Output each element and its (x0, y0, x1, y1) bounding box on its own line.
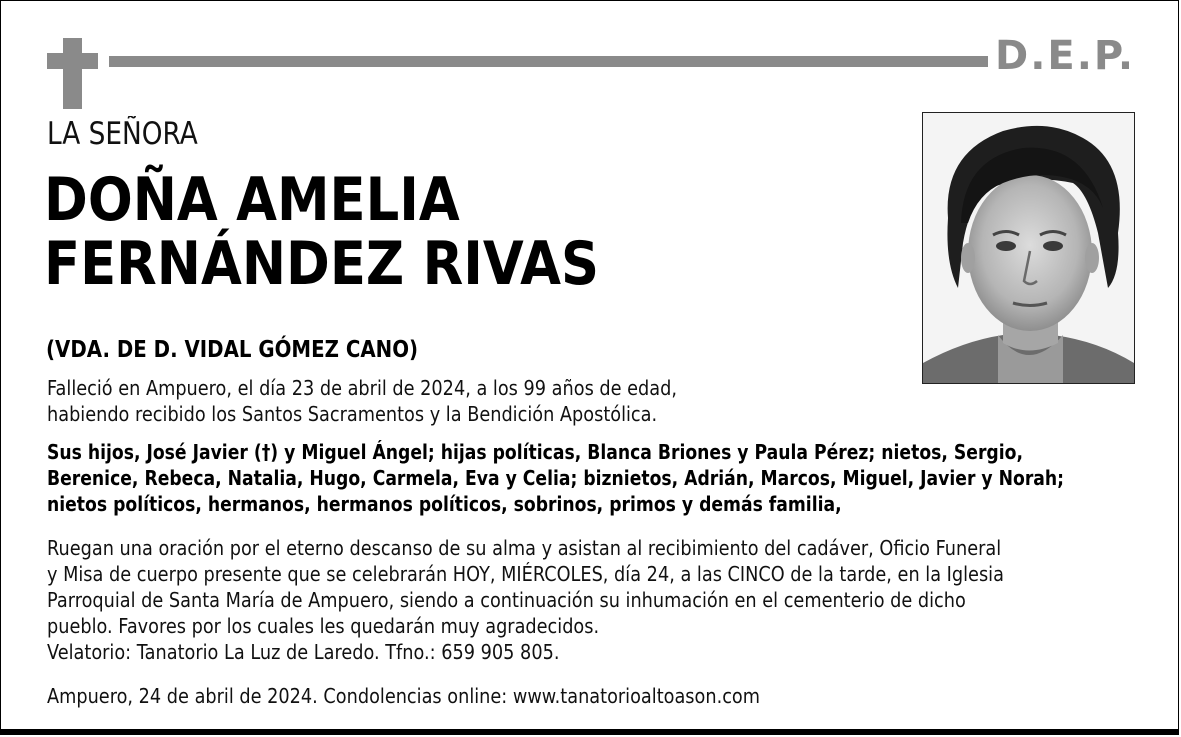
cross-icon-bar (47, 53, 98, 69)
request-line: pueblo. Favores por los cuales les quedarán muy agradecidos. (47, 614, 600, 638)
deceased-name (44, 165, 600, 299)
service-request (47, 535, 1004, 665)
family-list (47, 439, 1064, 517)
family-line: Berenice, Rebeca, Natalia, Hugo, Carmela, Eva y Celia; biznietos, Adrián, Marcos, Miguel, Javier y Norah; (47, 466, 1065, 490)
name-line-2: FERNÁNDEZ RIVAS (44, 229, 600, 299)
cross-icon (63, 38, 82, 109)
request-line: y Misa de cuerpo presente que se celebrarán HOY, MIÉRCOLES, día 24, a las CINCO de la tarde, en la Iglesia (47, 562, 1004, 586)
death-notice-line: Falleció en Ampuero, el día 23 de abril de 2024, a los 99 años de edad, (47, 376, 678, 400)
death-notice (47, 375, 677, 427)
request-line: Velatorio: Tanatorio La Luz de Laredo. Tfno.: 659 905 805. (47, 640, 560, 664)
family-line: Sus hijos, José Javier (†) y Miguel Ángel; hijas políticas, Blanca Briones y Paula Pérez; nietos, Sergio, (47, 440, 1023, 464)
honorific-title: LA SEÑORA (47, 116, 198, 152)
dep-badge: D.E.P. (995, 33, 1136, 79)
request-line: Ruegan una oración por el eterno descanso de su alma y asistan al recibimiento del cadáver, Oficio Funeral (47, 536, 1002, 560)
request-line: Parroquial de Santa María de Ampuero, siendo a continuación su inhumación en el cementerio de dicho (47, 588, 966, 612)
family-line: nietos políticos, hermanos, hermanos políticos, sobrinos, primos y demás familia, (47, 492, 842, 516)
footer-line: Ampuero, 24 de abril de 2024. Condolencias online: www.tanatorioaltoason.com (47, 684, 761, 708)
name-line-1: DOÑA AMELIA (44, 165, 460, 235)
portrait-image (923, 113, 1134, 383)
portrait-photo (922, 112, 1135, 384)
widow-line: (VDA. DE D. VIDAL GÓMEZ CANO) (46, 337, 419, 363)
death-notice-line: habiendo recibido los Santos Sacramentos y la Bendición Apostólica. (47, 402, 658, 426)
header-rule (109, 56, 988, 67)
